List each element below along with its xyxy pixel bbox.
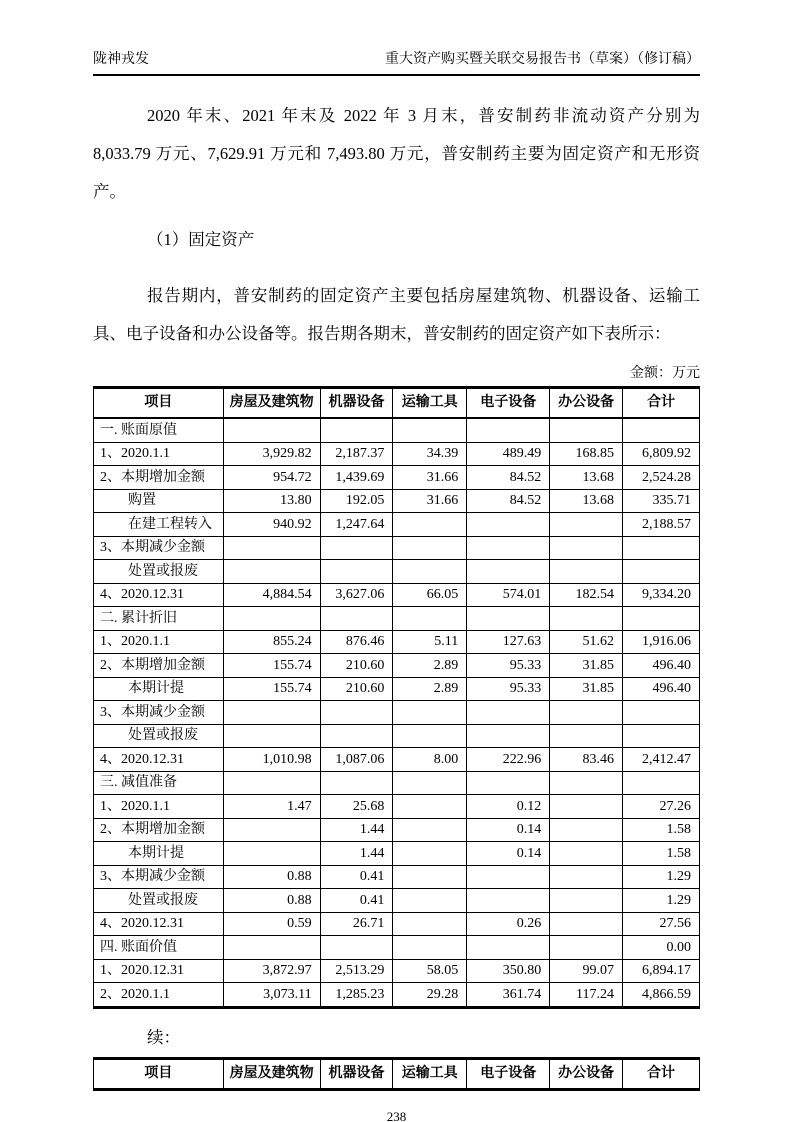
value-cell <box>623 724 700 748</box>
value-cell: 0.26 <box>467 912 550 936</box>
value-cell: 192.05 <box>320 489 393 513</box>
value-cell: 25.68 <box>320 795 393 819</box>
value-cell <box>467 889 550 913</box>
value-cell: 3,627.06 <box>320 583 393 607</box>
value-cell <box>550 560 623 584</box>
value-cell: 34.39 <box>393 442 467 466</box>
row-label-cell: 本期计提 <box>94 677 224 701</box>
value-cell <box>550 865 623 889</box>
value-cell: 496.40 <box>623 654 700 678</box>
value-cell: 4,884.54 <box>223 583 320 607</box>
value-cell <box>550 536 623 560</box>
table-row <box>94 466 700 490</box>
value-cell: 9,334.20 <box>623 583 700 607</box>
value-cell: 210.60 <box>320 654 393 678</box>
value-cell: 0.14 <box>467 818 550 842</box>
value-cell: 95.33 <box>467 677 550 701</box>
value-cell: 489.49 <box>467 442 550 466</box>
value-cell <box>550 771 623 795</box>
table-row <box>94 724 700 748</box>
value-cell: 13.80 <box>223 489 320 513</box>
value-cell <box>467 936 550 960</box>
value-cell: 0.88 <box>223 865 320 889</box>
value-cell: 27.26 <box>623 795 700 819</box>
value-cell: 1,010.98 <box>223 748 320 772</box>
value-cell: 58.05 <box>393 959 467 983</box>
row-label-cell: 一. 账面原值 <box>94 418 224 442</box>
row-label-cell: 4、2020.12.31 <box>94 583 224 607</box>
page-number: 238 <box>386 1108 407 1122</box>
value-cell <box>467 513 550 537</box>
value-cell <box>393 771 467 795</box>
table-row <box>94 442 700 466</box>
value-cell: 66.05 <box>393 583 467 607</box>
value-cell: 31.85 <box>550 677 623 701</box>
value-cell <box>550 701 623 725</box>
value-cell: 361.74 <box>467 983 550 1008</box>
table-row <box>94 489 700 513</box>
table-row <box>94 607 700 631</box>
table-row <box>94 912 700 936</box>
value-cell <box>393 865 467 889</box>
column-header: 项目 <box>94 1058 224 1089</box>
value-cell <box>550 724 623 748</box>
value-cell: 0.12 <box>467 795 550 819</box>
value-cell <box>393 818 467 842</box>
value-cell: 3,073.11 <box>223 983 320 1008</box>
column-header: 机器设备 <box>320 388 393 419</box>
value-cell <box>550 513 623 537</box>
value-cell <box>550 936 623 960</box>
value-cell: 1.29 <box>623 889 700 913</box>
row-label-cell: 处置或报废 <box>94 560 224 584</box>
row-label-cell: 2、2020.1.1 <box>94 983 224 1008</box>
value-cell <box>550 607 623 631</box>
value-cell: 876.46 <box>320 630 393 654</box>
paragraph-fixed-assets-intro: 报告期内，普安制药的固定资产主要包括房屋建筑物、机器设备、运输工具、电子设备和办公设备等。报告期各期末，普安制药的固定资产如下表所示： <box>93 286 700 343</box>
table-row <box>94 513 700 537</box>
value-cell: 1.58 <box>623 842 700 866</box>
value-cell: 350.80 <box>467 959 550 983</box>
value-cell: 27.56 <box>623 912 700 936</box>
row-label-cell: 2、本期增加金额 <box>94 466 224 490</box>
value-cell <box>320 701 393 725</box>
value-cell <box>223 818 320 842</box>
row-label-cell: 1、2020.1.1 <box>94 795 224 819</box>
column-header: 合计 <box>623 388 700 419</box>
value-cell <box>223 771 320 795</box>
value-cell <box>467 865 550 889</box>
row-label-cell: 4、2020.12.31 <box>94 748 224 772</box>
value-cell: 954.72 <box>223 466 320 490</box>
value-cell <box>393 536 467 560</box>
value-cell <box>393 795 467 819</box>
value-cell <box>223 701 320 725</box>
value-cell: 13.68 <box>550 466 623 490</box>
value-cell <box>393 912 467 936</box>
value-cell <box>223 842 320 866</box>
table-row <box>94 630 700 654</box>
value-cell <box>320 418 393 442</box>
value-cell <box>320 560 393 584</box>
value-cell <box>623 418 700 442</box>
value-cell: 1,916.06 <box>623 630 700 654</box>
value-cell: 117.24 <box>550 983 623 1008</box>
value-cell <box>223 418 320 442</box>
value-cell: 155.74 <box>223 654 320 678</box>
row-label-cell: 处置或报废 <box>94 889 224 913</box>
value-cell: 13.68 <box>550 489 623 513</box>
value-cell <box>467 607 550 631</box>
table-row <box>94 560 700 584</box>
table-row <box>94 818 700 842</box>
table-header-row <box>94 1058 700 1089</box>
row-label-cell: 3、本期减少金额 <box>94 536 224 560</box>
value-cell: 0.41 <box>320 889 393 913</box>
value-cell <box>550 818 623 842</box>
column-header: 房屋及建筑物 <box>223 1058 320 1089</box>
row-label-cell: 本期计提 <box>94 842 224 866</box>
value-cell: 3,872.97 <box>223 959 320 983</box>
value-cell: 0.14 <box>467 842 550 866</box>
value-cell: 1.29 <box>623 865 700 889</box>
value-cell <box>223 536 320 560</box>
value-cell: 127.63 <box>467 630 550 654</box>
column-header: 运输工具 <box>393 1058 467 1089</box>
table-row <box>94 654 700 678</box>
value-cell: 2,187.37 <box>320 442 393 466</box>
value-cell: 2.89 <box>393 677 467 701</box>
row-label-cell: 1、2020.1.1 <box>94 442 224 466</box>
value-cell <box>467 536 550 560</box>
paragraph-non-current-assets: 2020 年末、2021 年末及 2022 年 3 月末，普安制药非流动资产分别为 8,033.79 万元、7,629.91 万元和 7,493.80 万元，普安制药主要为固定资产和无形资产。 <box>93 106 700 201</box>
value-cell <box>550 912 623 936</box>
value-cell <box>550 842 623 866</box>
table-row <box>94 748 700 772</box>
column-header: 办公设备 <box>550 388 623 419</box>
value-cell <box>223 607 320 631</box>
column-header: 合计 <box>623 1058 700 1089</box>
row-label-cell: 3、本期减少金额 <box>94 701 224 725</box>
value-cell: 84.52 <box>467 489 550 513</box>
continued-label: 续： <box>147 1027 180 1047</box>
value-cell <box>393 701 467 725</box>
value-cell: 1.58 <box>623 818 700 842</box>
value-cell: 1,285.23 <box>320 983 393 1008</box>
value-cell <box>550 795 623 819</box>
value-cell <box>467 771 550 795</box>
value-cell <box>320 536 393 560</box>
value-cell <box>623 536 700 560</box>
row-label-cell: 二. 累计折旧 <box>94 607 224 631</box>
value-cell: 51.62 <box>550 630 623 654</box>
value-cell <box>467 560 550 584</box>
value-cell <box>623 560 700 584</box>
value-cell <box>320 936 393 960</box>
value-cell: 29.28 <box>393 983 467 1008</box>
table-row <box>94 865 700 889</box>
value-cell: 1,247.64 <box>320 513 393 537</box>
value-cell: 182.54 <box>550 583 623 607</box>
value-cell <box>467 701 550 725</box>
value-cell: 574.01 <box>467 583 550 607</box>
fixed-assets-table <box>93 386 700 1009</box>
value-cell <box>623 607 700 631</box>
value-cell: 83.46 <box>550 748 623 772</box>
row-label-cell: 1、2020.1.1 <box>94 630 224 654</box>
table-row <box>94 889 700 913</box>
column-header: 电子设备 <box>467 1058 550 1089</box>
value-cell: 26.71 <box>320 912 393 936</box>
value-cell: 0.59 <box>223 912 320 936</box>
value-cell: 210.60 <box>320 677 393 701</box>
value-cell <box>320 771 393 795</box>
value-cell: 0.41 <box>320 865 393 889</box>
row-label-cell: 处置或报废 <box>94 724 224 748</box>
value-cell: 95.33 <box>467 654 550 678</box>
table-row <box>94 959 700 983</box>
table-row <box>94 936 700 960</box>
column-header: 房屋及建筑物 <box>223 388 320 419</box>
value-cell: 2,524.28 <box>623 466 700 490</box>
value-cell: 1,439.69 <box>320 466 393 490</box>
value-cell: 3,929.82 <box>223 442 320 466</box>
section-heading-fixed-assets: （1）固定资产 <box>147 230 255 249</box>
value-cell: 1.47 <box>223 795 320 819</box>
row-label-cell: 1、2020.12.31 <box>94 959 224 983</box>
value-cell <box>393 842 467 866</box>
column-header: 运输工具 <box>393 388 467 419</box>
value-cell: 1.44 <box>320 842 393 866</box>
value-cell: 155.74 <box>223 677 320 701</box>
table-row <box>94 418 700 442</box>
value-cell <box>623 771 700 795</box>
value-cell: 2,513.29 <box>320 959 393 983</box>
row-label-cell: 2、本期增加金额 <box>94 818 224 842</box>
table-row <box>94 677 700 701</box>
value-cell <box>550 889 623 913</box>
table-row <box>94 842 700 866</box>
value-cell <box>393 936 467 960</box>
table-header-row <box>94 388 700 419</box>
row-label-cell: 2、本期增加金额 <box>94 654 224 678</box>
value-cell <box>320 724 393 748</box>
continued-table <box>93 1057 700 1091</box>
value-cell: 1,087.06 <box>320 748 393 772</box>
value-cell <box>550 418 623 442</box>
value-cell: 2.89 <box>393 654 467 678</box>
value-cell: 0.00 <box>623 936 700 960</box>
amount-unit-note: 金额：万元 <box>630 366 700 381</box>
value-cell: 1.44 <box>320 818 393 842</box>
value-cell: 496.40 <box>623 677 700 701</box>
value-cell <box>623 701 700 725</box>
row-label-cell: 3、本期减少金额 <box>94 865 224 889</box>
running-header <box>93 48 700 76</box>
row-label-cell: 在建工程转入 <box>94 513 224 537</box>
value-cell <box>223 560 320 584</box>
value-cell <box>223 936 320 960</box>
column-header: 办公设备 <box>550 1058 623 1089</box>
table-row <box>94 583 700 607</box>
value-cell: 168.85 <box>550 442 623 466</box>
header-left-title: 陇神戎发 <box>93 52 149 67</box>
value-cell <box>393 513 467 537</box>
value-cell: 940.92 <box>223 513 320 537</box>
row-label-cell: 三. 减值准备 <box>94 771 224 795</box>
row-label-cell: 四. 账面价值 <box>94 936 224 960</box>
value-cell <box>393 607 467 631</box>
value-cell: 4,866.59 <box>623 983 700 1008</box>
value-cell <box>467 724 550 748</box>
value-cell <box>393 560 467 584</box>
table-row <box>94 701 700 725</box>
table-row <box>94 795 700 819</box>
value-cell: 31.66 <box>393 489 467 513</box>
value-cell: 31.66 <box>393 466 467 490</box>
value-cell <box>223 724 320 748</box>
header-right-title: 重大资产购买暨关联交易报告书（草案）（修订稿） <box>385 52 700 67</box>
table-row <box>94 983 700 1008</box>
value-cell <box>393 724 467 748</box>
value-cell: 31.85 <box>550 654 623 678</box>
value-cell: 0.88 <box>223 889 320 913</box>
value-cell <box>320 607 393 631</box>
row-label-cell: 4、2020.12.31 <box>94 912 224 936</box>
value-cell: 5.11 <box>393 630 467 654</box>
value-cell: 8.00 <box>393 748 467 772</box>
value-cell: 2,412.47 <box>623 748 700 772</box>
value-cell: 6,894.17 <box>623 959 700 983</box>
table-row <box>94 536 700 560</box>
row-label-cell: 购置 <box>94 489 224 513</box>
column-header: 机器设备 <box>320 1058 393 1089</box>
column-header: 项目 <box>94 388 224 419</box>
table-row <box>94 771 700 795</box>
value-cell: 335.71 <box>623 489 700 513</box>
value-cell <box>467 418 550 442</box>
value-cell: 855.24 <box>223 630 320 654</box>
value-cell: 222.96 <box>467 748 550 772</box>
column-header: 电子设备 <box>467 388 550 419</box>
value-cell <box>393 889 467 913</box>
value-cell <box>393 418 467 442</box>
value-cell: 2,188.57 <box>623 513 700 537</box>
value-cell: 99.07 <box>550 959 623 983</box>
value-cell: 84.52 <box>467 466 550 490</box>
value-cell: 6,809.92 <box>623 442 700 466</box>
